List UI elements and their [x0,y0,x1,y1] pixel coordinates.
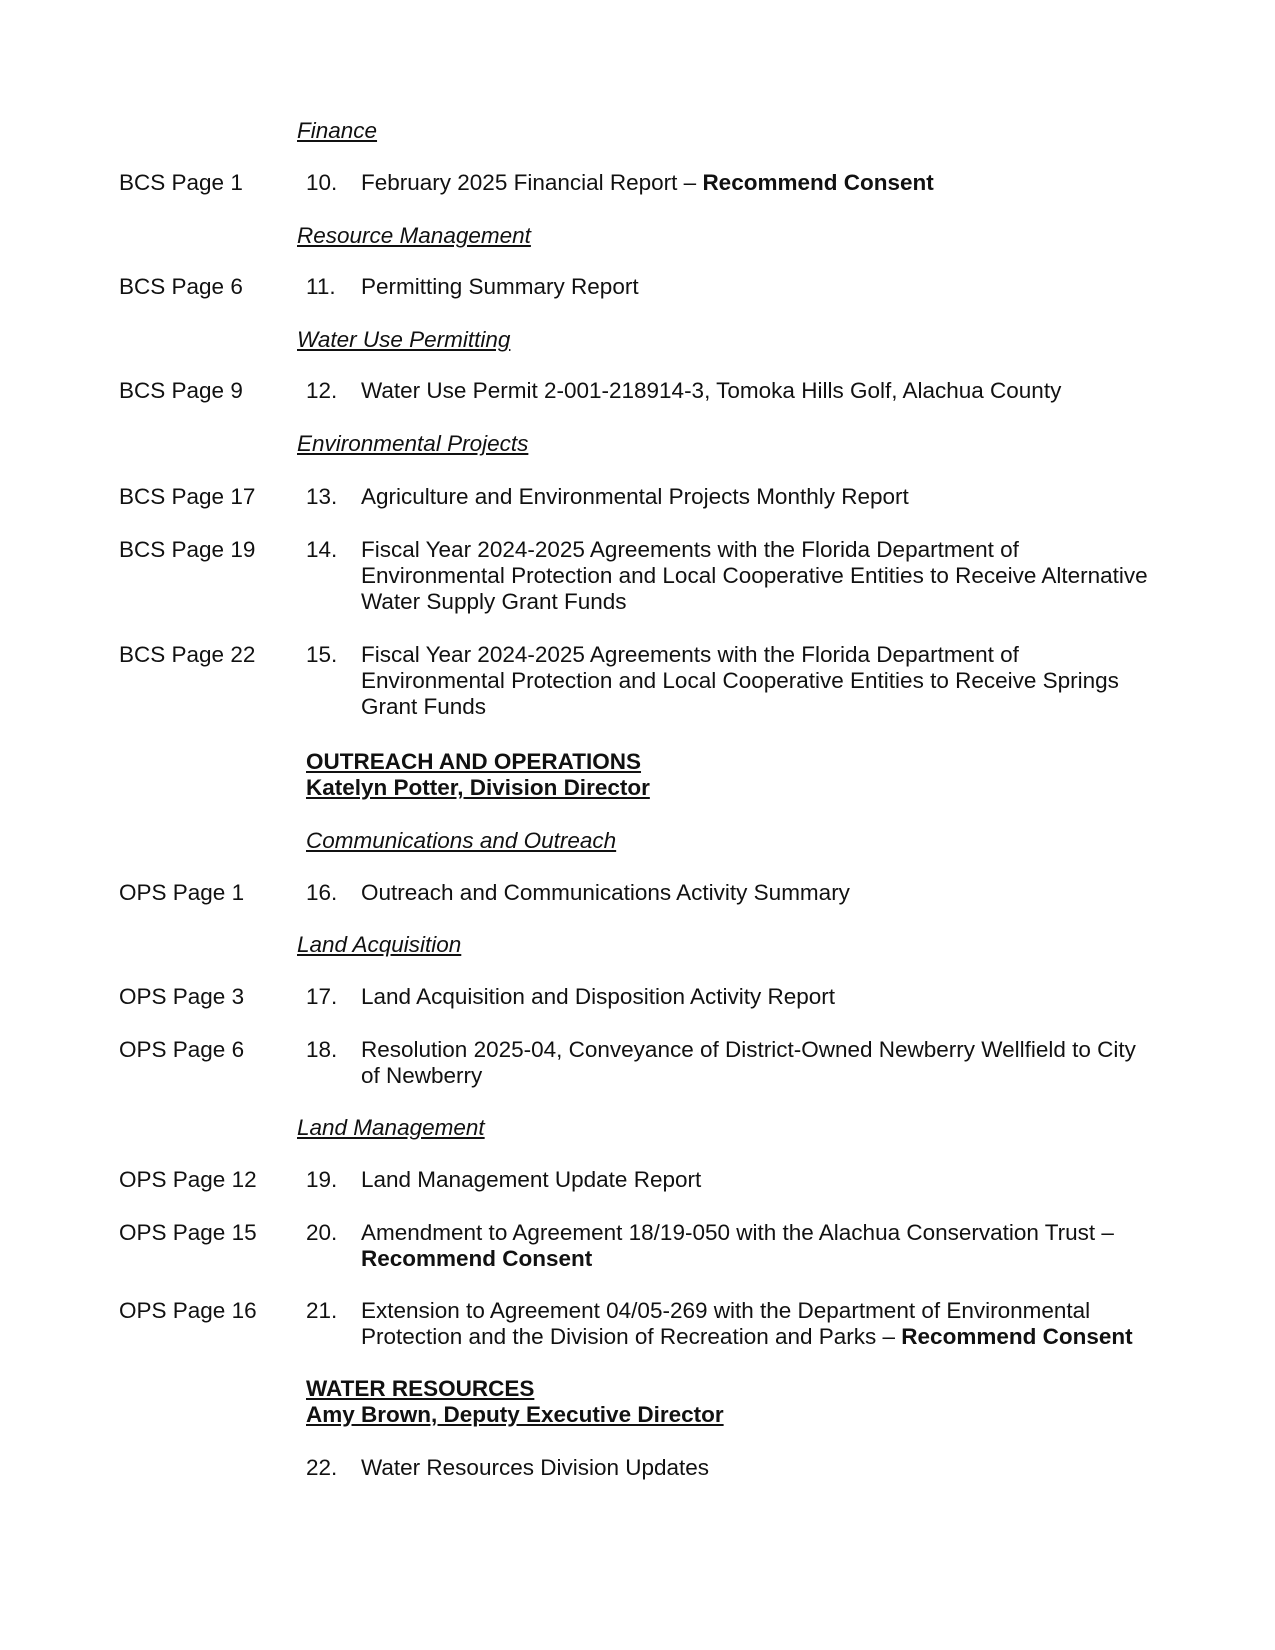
section-heading-water-use-permitting: Water Use Permitting [297,327,511,352]
agenda-item-18 [0,1037,1275,1093]
item-text: Water Resources Division Updates [361,1455,710,1480]
page-ref: BCS Page 17 [119,484,256,509]
item-number: 18. [306,1037,338,1062]
page-ref: OPS Page 6 [119,1037,245,1062]
item-number: 16. [306,880,338,905]
division-director: Katelyn Potter, Division Director [306,775,650,800]
division-header-outreach [306,749,650,801]
agenda-item-20 [0,1220,1275,1276]
agenda-item-21 [0,1298,1275,1354]
page-ref: OPS Page 12 [119,1167,257,1192]
page-ref: OPS Page 16 [119,1298,257,1323]
recommend-consent: Recommend Consent [702,170,934,195]
page-ref: OPS Page 15 [119,1220,257,1245]
item-text: Amendment to Agreement 18/19-050 with the Alachua Conservation Trust – Recommend Consent [361,1220,1114,1271]
item-text: Resolution 2025-04, Conveyance of District-Owned Newberry Wellfield to City of Newberry [361,1037,1136,1088]
division-title: OUTREACH AND OPERATIONS [306,749,642,774]
section-heading-environmental-projects: Environmental Projects [297,431,529,456]
item-number: 19. [306,1167,338,1192]
item-text: Outreach and Communications Activity Summary [361,880,850,905]
division-header-water-resources [306,1376,724,1428]
item-number: 12. [306,378,338,403]
division-director: Amy Brown, Deputy Executive Director [306,1402,724,1427]
section-heading-resource-management: Resource Management [297,223,531,248]
page-ref: OPS Page 1 [119,880,245,905]
item-text: Permitting Summary Report [361,274,639,299]
page-ref: BCS Page 19 [119,537,256,562]
item-text: February 2025 Financial Report – Recommend Consent [361,170,934,195]
item-text: Agriculture and Environmental Projects Monthly Report [361,484,909,509]
recommend-consent: Recommend Consent [901,1324,1133,1349]
page-ref: BCS Page 22 [119,642,256,667]
section-heading-land-acquisition: Land Acquisition [297,932,462,957]
item-number: 20. [306,1220,338,1245]
item-text: Water Use Permit 2-001-218914-3, Tomoka Hills Golf, Alachua County [361,378,1062,403]
item-text: Land Management Update Report [361,1167,702,1192]
item-text: Fiscal Year 2024-2025 Agreements with the Florida Department of Environmental Protection and Local Cooperative Entities to Receive Alternative Water Supply Grant Funds [361,537,1148,614]
item-text: Extension to Agreement 04/05-269 with the Department of Environmental Protection and the Division of Recreation and Parks – Recommend Consent [361,1298,1133,1349]
item-number: 22. [306,1455,338,1480]
section-heading-communications: Communications and Outreach [306,828,617,853]
page-ref: BCS Page 6 [119,274,243,299]
agenda-item-14 [0,537,1275,617]
section-heading-land-management: Land Management [297,1115,485,1140]
item-number: 10. [306,170,338,195]
item-number: 13. [306,484,338,509]
page-ref: BCS Page 9 [119,378,243,403]
page-ref: OPS Page 3 [119,984,245,1009]
agenda-item-15 [0,642,1275,722]
item-number: 15. [306,642,338,667]
item-text: Land Acquisition and Disposition Activity Report [361,984,836,1009]
item-number: 14. [306,537,338,562]
item-number: 17. [306,984,338,1009]
division-title: WATER RESOURCES [306,1376,535,1401]
page-ref: BCS Page 1 [119,170,243,195]
section-heading-finance: Finance [297,118,378,143]
item-text: Fiscal Year 2024-2025 Agreements with the Florida Department of Environmental Protection and Local Cooperative Entities to Receive Springs Grant Funds [361,642,1119,719]
item-number: 21. [306,1298,338,1323]
item-number: 11. [306,274,336,299]
recommend-consent: Recommend Consent [361,1246,593,1271]
